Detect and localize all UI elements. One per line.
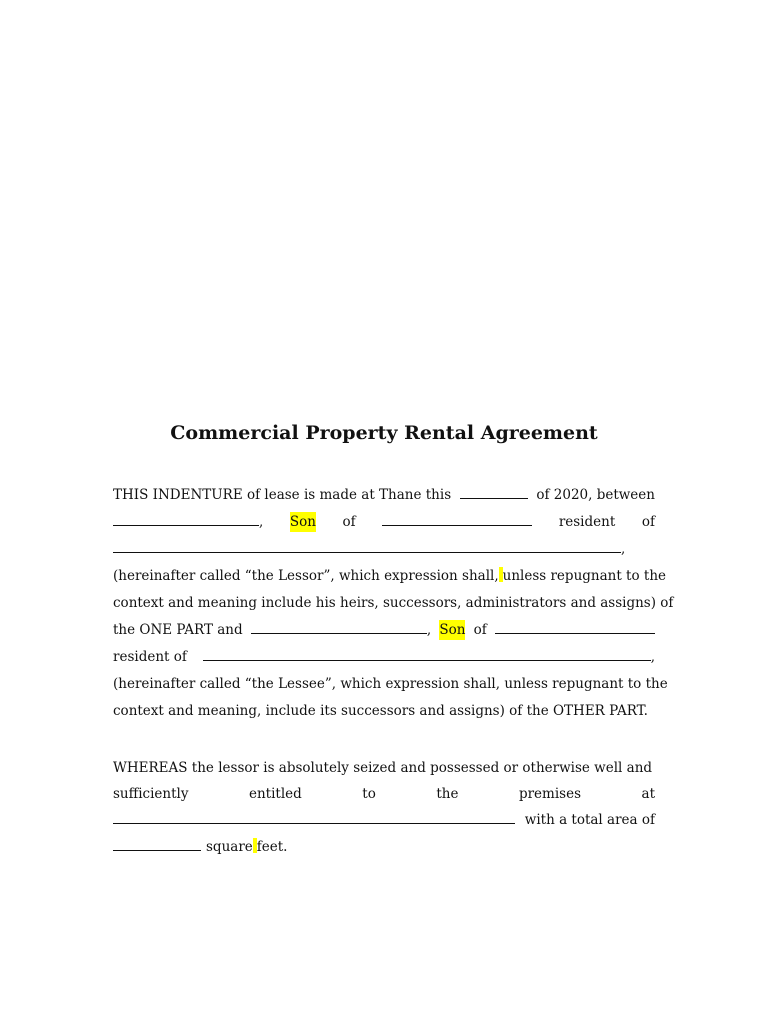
para2-line1 [113, 758, 655, 778]
text: the ONE PART and [113, 622, 243, 638]
para1-line9 [113, 701, 655, 721]
word: premises [518, 786, 582, 802]
text: of [342, 514, 356, 530]
text [113, 566, 503, 586]
para2-line4 [113, 837, 655, 857]
word: entitled [248, 786, 302, 802]
text: of 2020, between [536, 487, 655, 503]
blank-lessor-name[interactable] [113, 513, 259, 526]
blank-premises-address[interactable] [113, 811, 515, 824]
comma: , [621, 541, 626, 557]
document-title: Commercial Property Rental Agreement [170, 422, 598, 444]
word: to [362, 786, 376, 802]
para1-line2 [113, 512, 655, 532]
text: resident of [113, 649, 187, 665]
text-part: square [206, 839, 253, 855]
blank-total-area[interactable] [113, 838, 201, 851]
blank-lessee-name[interactable] [251, 621, 427, 634]
comma: , [259, 514, 264, 530]
para1-line1 [113, 485, 655, 505]
comma: , [650, 649, 655, 665]
para2-line2 [113, 784, 655, 804]
word: at [641, 786, 655, 802]
text: unless repugnant to the [502, 568, 667, 584]
text: (hereinafter called “the Lessee”, which expression shall, unless repugnant to the [113, 676, 668, 692]
blank-lessor-address[interactable] [113, 540, 621, 553]
text-part: (hereinafter called “the Lessor”, which expression shall, [113, 568, 499, 584]
text: of [473, 622, 487, 638]
blank-lessee-father[interactable] [495, 621, 655, 634]
blank-date[interactable] [460, 486, 528, 499]
text: context and meaning include his heirs, successors, administrators and assigns) of [113, 595, 674, 611]
blank-lessor-father[interactable] [382, 513, 532, 526]
lessor-name-group [113, 512, 263, 532]
highlighted-son: Son [439, 622, 466, 638]
para1-line6 [113, 620, 655, 640]
lessee-address-group [203, 647, 655, 667]
text: resident [558, 514, 616, 530]
para1-line7 [113, 647, 655, 667]
lessee-name-group [251, 620, 431, 640]
word: the [436, 786, 459, 802]
text: of [641, 514, 655, 530]
text [206, 837, 287, 857]
text: THIS INDENTURE of lease is made at Thane this [113, 487, 452, 503]
word: sufficiently [113, 786, 189, 802]
para1-line8 [113, 674, 668, 694]
text-part: feet. [256, 839, 288, 855]
text: with a total area of [524, 812, 655, 828]
para2-line3 [113, 810, 655, 830]
para1-line3 [113, 539, 655, 559]
text: context and meaning, include its successors and assigns) of the OTHER PART. [113, 703, 648, 719]
blank-lessee-address[interactable] [203, 648, 651, 661]
text: WHEREAS the lessor is absolutely seized and possessed or otherwise well and [113, 760, 653, 776]
comma: , [426, 622, 432, 638]
para1-line4 [113, 566, 667, 586]
para1-line5 [113, 593, 674, 613]
highlighted-son: Son [289, 514, 316, 530]
